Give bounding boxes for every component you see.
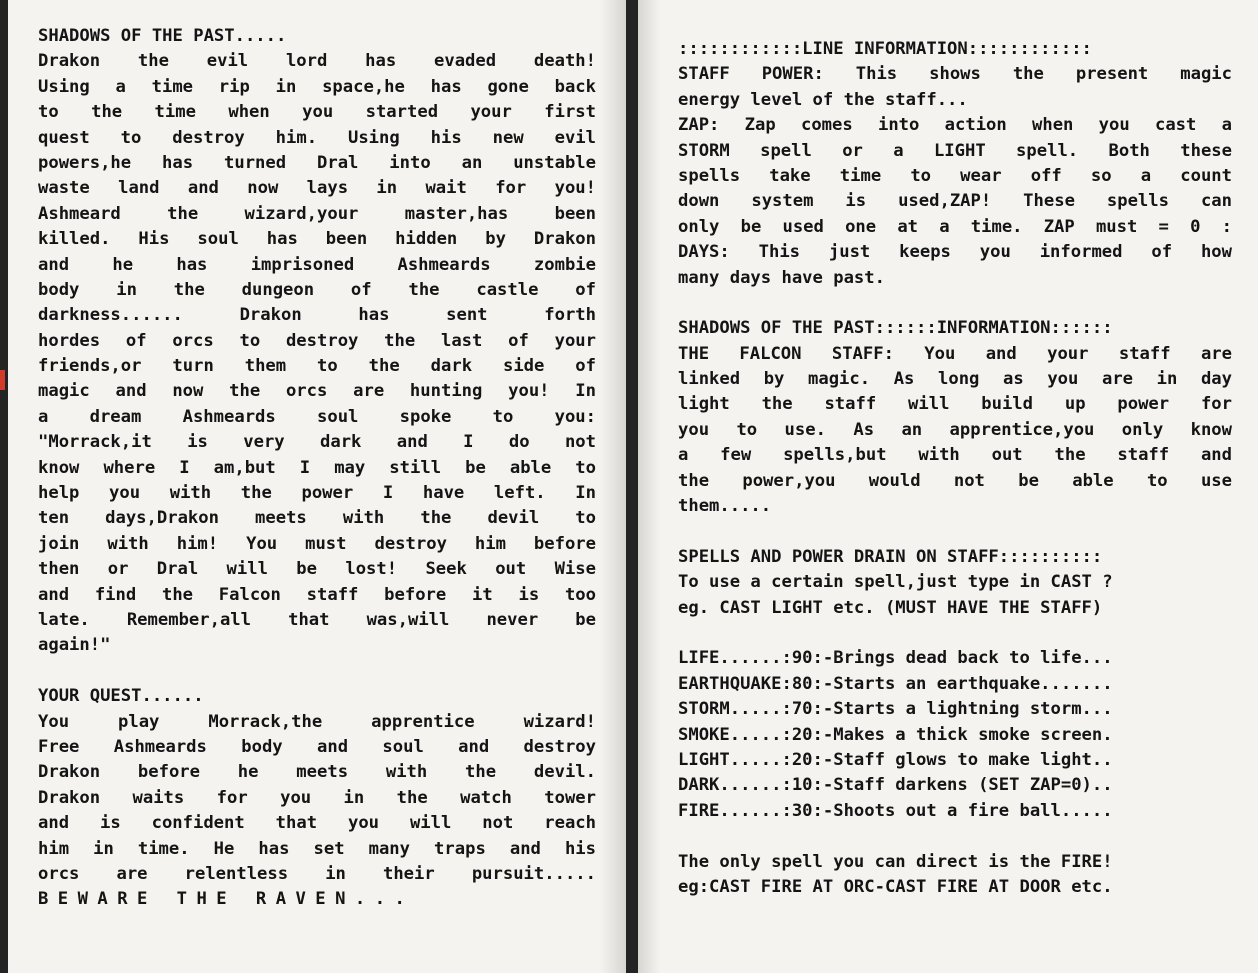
story-line: then or Dral will be lost! Seek out Wise [38,559,596,580]
line-info-heading: ::::::::::::LINE INFORMATION:::::::::::: [678,39,1092,59]
story-line: help you with the power I have left. In [38,483,596,504]
info-line: THE FALCON STAFF: You and your staff are [678,343,1232,364]
spell-row-dark: DARK......:10:-Staff darkens (SET ZAP=0).. [678,775,1113,796]
story-line: magic and now the orcs are hunting you! In [38,381,596,402]
story-line: powers,he has turned Dral into an unstable [38,152,596,173]
story-line: a dream Ashmeards soul spoke to you: [38,406,596,427]
spell-row-light: LIGHT.....:20:-Staff glows to make light.. [678,749,1113,770]
line-info-line: many days have past. [678,267,885,288]
quest-line: You play Morrack,the apprentice wizard! [38,711,596,732]
story-line: know where I am,but I may still be able to [38,457,596,478]
info-line: the power,you would not be able to use [678,470,1232,491]
spell-row-smoke: SMOKE.....:20:-Makes a thick smoke screen. [678,724,1113,745]
quest-line: Free Ashmeards body and soul and destroy [38,736,596,757]
spell-row-storm: STORM.....:70:-Starts a lightning storm... [678,699,1113,720]
story-line: friends,or turn them to the dark side of [38,356,596,377]
line-info-line: energy level of the staff... [678,89,968,110]
story-line: darkness...... Drakon has sent forth [38,305,596,326]
story-line: Ashmeard the wizard,your master,has been [38,203,596,224]
line-info-line: spells take time to wear off so a count [678,165,1232,186]
story-line: late. Remember,all that was,will never be [38,609,596,630]
spell-row-fire: FIRE......:30:-Shoots out a fire ball..... [678,800,1113,821]
story-line: waste land and now lays in wait for you! [38,178,596,199]
story-line: body in the dungeon of the castle of [38,279,596,300]
info-line: them..... [678,496,772,517]
spells-intro-line: eg. CAST LIGHT etc. (MUST HAVE THE STAFF) [678,597,1103,618]
quest-heading: YOUR QUEST...... [38,686,204,707]
line-info-line: ZAP: Zap comes into action when you cast a [678,115,1232,136]
quest-line: him in time. He has set many traps and his [38,838,596,859]
story-text [38,49,596,658]
quest-line: and is confident that you will not reach [38,813,596,834]
story-line: "Morrack,it is very dark and I do not [38,432,596,453]
left-page [8,0,626,973]
quest-text [38,710,596,888]
info-line: you to use. As an apprentice,you only know [678,419,1232,440]
line-info-line: DAYS: This just keeps you informed of how [678,242,1232,263]
line-info-line: down system is used,ZAP! These spells can [678,191,1232,212]
story-line: ten days,Drakon meets with the devil to [38,508,596,529]
info-line: linked by magic. As long as you are in day [678,369,1232,390]
story-heading: SHADOWS OF THE PAST..... [38,26,287,46]
footer-line: eg:CAST FIRE AT ORC-CAST FIRE AT DOOR etc. [678,876,1113,897]
story-line: to the time when you started your first [38,102,596,123]
line-info-text [678,62,1232,291]
story-line: killed. His soul has been hidden by Drakon [38,229,596,250]
red-edge-mark [0,370,5,390]
story-line: again!" [38,635,111,656]
story-line: hordes of orcs to destroy the last of your [38,330,596,351]
line-info-line: STORM spell or a LIGHT spell. Both these [678,140,1232,161]
spell-list [678,646,1232,824]
story-line: and he has imprisoned Ashmeards zombie [38,254,596,275]
line-info-line: STAFF POWER: This shows the present magic [678,64,1232,85]
quest-line: orcs are relentless in their pursuit..... [38,863,596,884]
footer-line: The only spell you can direct is the FIRE! [678,851,1113,872]
story-line: and find the Falcon staff before it is too [38,584,596,605]
info-text [678,342,1232,520]
story-line: join with him! You must destroy him before [38,533,596,554]
beware-warning: BEWARE THE RAVEN... [38,889,415,910]
spell-row-life: LIFE......:90:-Brings dead back to life... [678,648,1113,669]
right-page [638,0,1258,973]
spells-intro-line: To use a certain spell,just type in CAST ? [678,572,1113,593]
quest-line: Drakon before he meets with the devil. [38,762,596,783]
story-line: Using a time rip in space,he has gone back [38,76,596,97]
story-line: quest to destroy him. Using his new evil [38,127,596,148]
info-line: a few spells,but with out the staff and [678,445,1232,466]
line-info-line: only be used one at a time. ZAP must = 0 : [678,216,1232,237]
info-line: light the staff will build up power for [678,394,1232,415]
info-heading: SHADOWS OF THE PAST::::::INFORMATION:::::: [678,318,1113,339]
quest-line: Drakon waits for you in the watch tower [38,787,596,808]
spells-heading: SPELLS AND POWER DRAIN ON STAFF:::::::::: [678,546,1103,567]
spell-row-earthquake: EARTHQUAKE:80:-Starts an earthquake....... [678,673,1113,694]
story-line: Drakon the evil lord has evaded death! [38,51,596,72]
